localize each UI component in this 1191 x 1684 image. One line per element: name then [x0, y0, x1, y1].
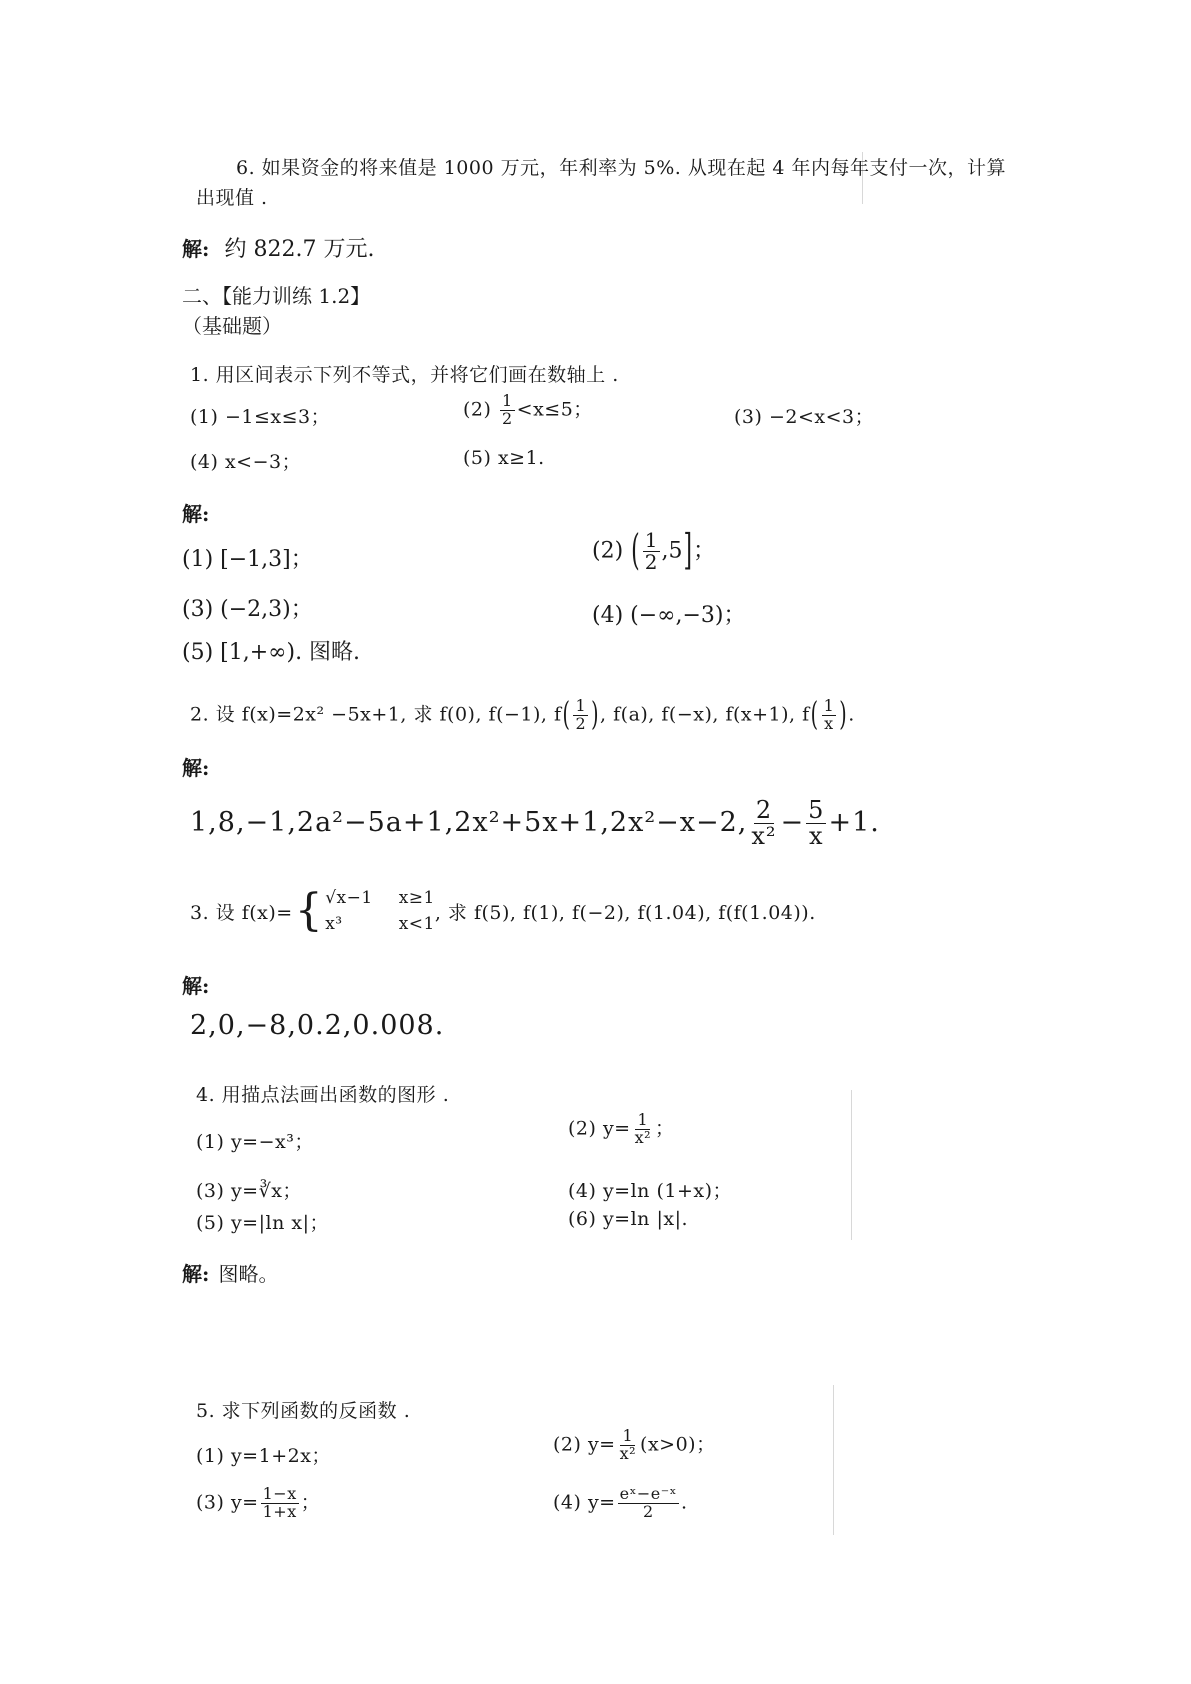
problem-1-answer-4: (4) (−∞,−3)； [592, 603, 746, 628]
scan-artifact-line [833, 1385, 834, 1535]
problem-4-item-2: (2) y= $\frac{1}{\text{x²}}$ ； [568, 1110, 675, 1147]
problem-6-solution [182, 232, 374, 263]
problem-4-item-4: (4) y=ln (1+x)； [568, 1180, 733, 1202]
problem-4-item-6: (6) y=ln |x|. [568, 1208, 689, 1230]
problem-1-item-4: (4) x<−3； [190, 451, 302, 473]
problem-3-solution-label: 解: [182, 974, 210, 998]
fraction: $\frac{1}{2}$ [644, 528, 658, 574]
fraction: $\frac{1}{2}$ [575, 696, 587, 733]
problem-5-item-2: (2) y= $\frac{1}{\text{x²}}$ (x>0)； [553, 1426, 716, 1463]
problem-1-item-5: (5) x≥1. [463, 447, 545, 469]
problem-4-solution [182, 1258, 278, 1287]
problem-1-item-1: (1) −1≤x≤3； [190, 406, 331, 428]
fraction: $\frac{5}{x}$ [808, 796, 825, 851]
brace: { [294, 885, 324, 936]
problem-3-prompt: 3. 设 f(x)= { √x−1 x≥1 x³ x<1 , 求 f(5), f(1), f(−2), f(1.04), f(f(1.04)). [190, 885, 816, 936]
problem-4-item-3: (3) y=∛x； [196, 1180, 302, 1202]
problem-1-item-3: (3) −2<x<3； [734, 406, 875, 428]
fraction: $\frac{\text{eˣ−e⁻ˣ}}{2}$ [619, 1484, 677, 1521]
solution-label: 解: [182, 237, 210, 261]
problem-6-line-1: 6. 如果资金的将来值是 1000 万元，年利率为 5%. 从现在起 4 年内每年支付一次，计算 [236, 157, 1007, 179]
problem-6-line-2: 出现值 . [196, 187, 268, 209]
problem-1-item-2: (2) $\frac{1}{2}$ <x≤5； [463, 391, 593, 428]
fraction: $\frac{1}{\text{x²}}$ [634, 1110, 652, 1147]
solution-text: 图略。 [218, 1262, 279, 1286]
fraction: $\frac{1}{2}$ [501, 391, 513, 428]
problem-1-prompt: 1. 用区间表示下列不等式，并将它们画在数轴上 . [190, 364, 619, 386]
problem-5-item-4: (4) y= $\frac{\text{eˣ−e⁻ˣ}}{2}$ . [553, 1484, 688, 1521]
fraction: $\frac{1-x}{1+x}$ [262, 1484, 297, 1521]
problem-1-solution-label: 解: [182, 502, 210, 526]
problem-1-answer-5: (5) [1,+∞). 图略. [182, 640, 361, 665]
problem-2-prompt: 2. 设 f(x)=2x² −5x+1, 求 f(0), f(−1), f( $\frac{1}{2}$ ), f(a), f(−x), f(x+1), f( $\frac{1}{x}$ ). [190, 696, 855, 734]
problem-3-answer: 2,0,−8,0.2,0.008. [190, 1010, 445, 1041]
problem-5-item-1: (1) y=1+2x； [196, 1445, 331, 1467]
fraction: $\frac{1}{x}$ [823, 696, 835, 733]
problem-4-item-1: (1) y=−x³； [196, 1131, 314, 1153]
problem-1-answer-1: (1) [−1,3]； [182, 547, 313, 572]
scan-artifact-line [851, 1090, 852, 1240]
problem-4-prompt: 4. 用描点法画出函数的图形 . [196, 1084, 450, 1106]
problem-1-answer-3: (3) (−2,3)； [182, 597, 313, 622]
problem-5-item-3: (3) y= $\frac{1-x}{1+x}$ ； [196, 1484, 321, 1521]
problem-2-answer: 1,8,−1,2a²−5a+1,2x²+5x+1,2x²−x−2, $\frac{2}{\text{x²}}$ − $\frac{5}{x}$ +1. [190, 796, 880, 851]
problem-1-answer-2: (2) ( $\frac{1}{2}$ ,5]； [592, 527, 716, 576]
fraction: $\frac{2}{\text{x²}}$ [751, 796, 777, 851]
section-heading: 二、【能力训练 1.2】 [182, 284, 371, 308]
solution-text: 约 822.7 万元. [224, 237, 375, 262]
problem-4-item-5: (5) y=|ln x|； [196, 1212, 329, 1234]
problem-5-prompt: 5. 求下列函数的反函数 . [196, 1400, 411, 1422]
problem-2-solution-label: 解: [182, 756, 210, 780]
piecewise-cases: √x−1 x≥1 x³ x<1 [325, 888, 435, 934]
fraction: $\frac{1}{\text{x²}}$ [619, 1426, 637, 1463]
section-subheading: （基础题） [182, 314, 282, 338]
solution-label: 解: [182, 1262, 210, 1286]
